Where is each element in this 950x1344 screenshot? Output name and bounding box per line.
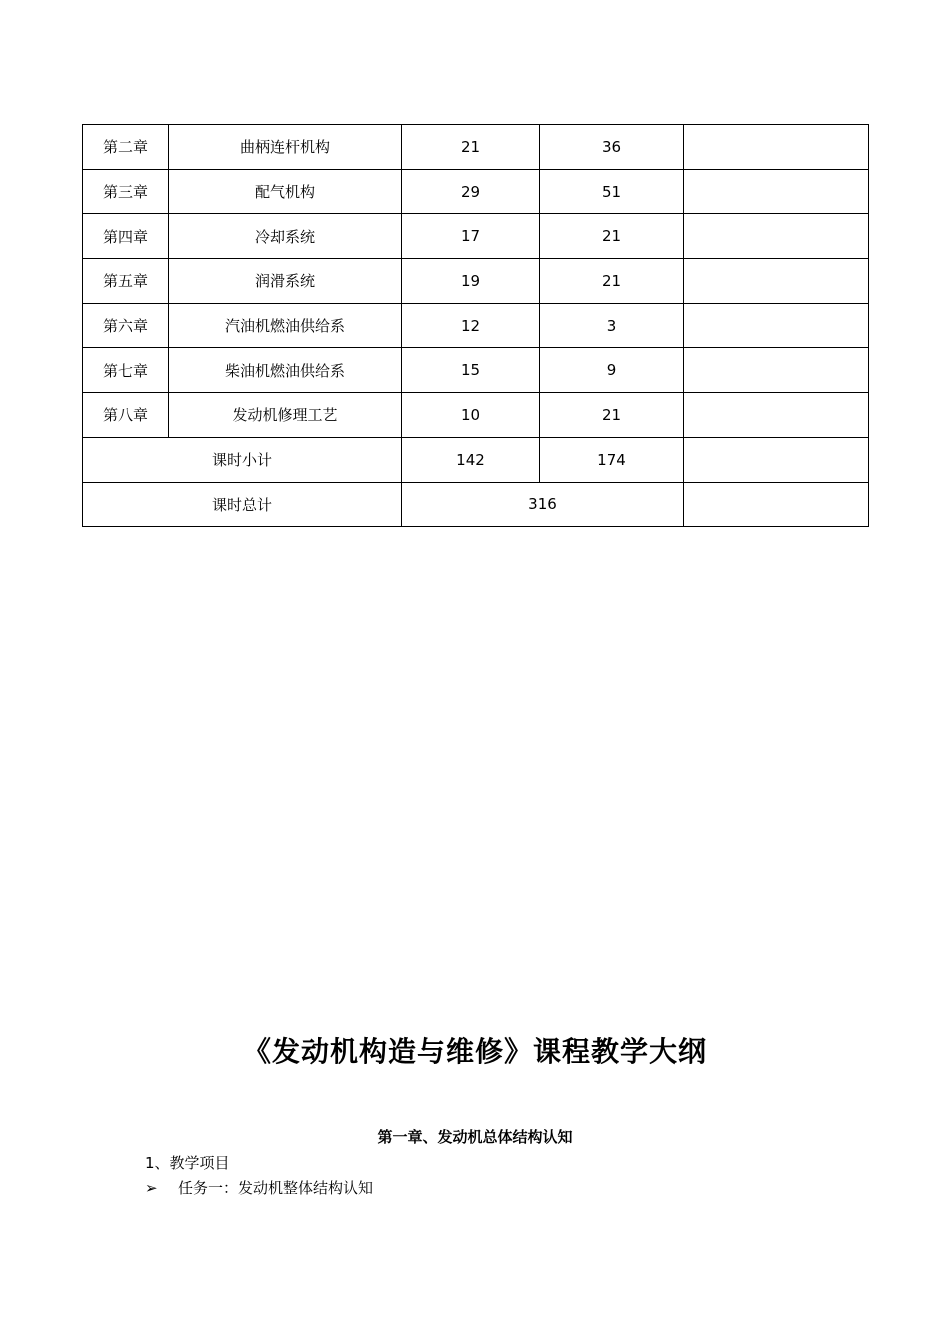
chapter-name-cell: 润滑系统 [169, 259, 402, 304]
note-cell [684, 393, 869, 438]
table-row [83, 348, 869, 393]
theory-hours-cell: 12 [402, 303, 540, 348]
table-row [83, 169, 869, 214]
table-row [83, 393, 869, 438]
theory-hours-cell: 10 [402, 393, 540, 438]
total-row [83, 482, 869, 527]
chapter-cell: 第四章 [83, 214, 169, 259]
practice-hours-cell: 51 [540, 169, 684, 214]
subtotal-theory: 142 [402, 437, 540, 482]
practice-hours-cell: 9 [540, 348, 684, 393]
note-cell [684, 437, 869, 482]
chapter-cell: 第三章 [83, 169, 169, 214]
subtotal-practice: 174 [540, 437, 684, 482]
theory-hours-cell: 19 [402, 259, 540, 304]
theory-hours-cell: 21 [402, 125, 540, 170]
task-text: 任务一：发动机整体结构认知 [178, 1179, 374, 1197]
theory-hours-cell: 17 [402, 214, 540, 259]
note-cell [684, 348, 869, 393]
chapter-name-cell: 汽油机燃油供给系 [169, 303, 402, 348]
chapter-cell: 第二章 [83, 125, 169, 170]
chapter-heading: 第一章、发动机总体结构认知 [377, 1128, 573, 1146]
practice-hours-cell: 36 [540, 125, 684, 170]
note-cell [684, 169, 869, 214]
theory-hours-cell: 15 [402, 348, 540, 393]
chapter-name-cell: 配气机构 [169, 169, 402, 214]
chapter-name-cell: 冷却系统 [169, 214, 402, 259]
table-row [83, 303, 869, 348]
chapter-cell: 第八章 [83, 393, 169, 438]
item-heading: 1、教学项目 [145, 1154, 230, 1172]
table-row [83, 125, 869, 170]
arrow-bullet-icon: ➢ [145, 1179, 158, 1197]
task-item [145, 1177, 373, 1198]
chapter-name-cell: 柴油机燃油供给系 [169, 348, 402, 393]
chapter-cell: 第七章 [83, 348, 169, 393]
table-row [83, 259, 869, 304]
note-cell [684, 482, 869, 527]
chapter-name-cell: 曲柄连杆机构 [169, 125, 402, 170]
course-hours-table [82, 124, 869, 527]
chapter-cell: 第五章 [83, 259, 169, 304]
document-title: 《发动机构造与维修》课程教学大纲 [242, 1035, 707, 1068]
total-label: 课时总计 [83, 482, 402, 527]
practice-hours-cell: 21 [540, 214, 684, 259]
note-cell [684, 214, 869, 259]
practice-hours-cell: 3 [540, 303, 684, 348]
subtotal-row [83, 437, 869, 482]
subtotal-label: 课时小计 [83, 437, 402, 482]
theory-hours-cell: 29 [402, 169, 540, 214]
note-cell [684, 259, 869, 304]
chapter-name-cell: 发动机修理工艺 [169, 393, 402, 438]
note-cell [684, 303, 869, 348]
total-value: 316 [402, 482, 684, 527]
chapter-cell: 第六章 [83, 303, 169, 348]
table-row [83, 214, 869, 259]
note-cell [684, 125, 869, 170]
practice-hours-cell: 21 [540, 393, 684, 438]
practice-hours-cell: 21 [540, 259, 684, 304]
